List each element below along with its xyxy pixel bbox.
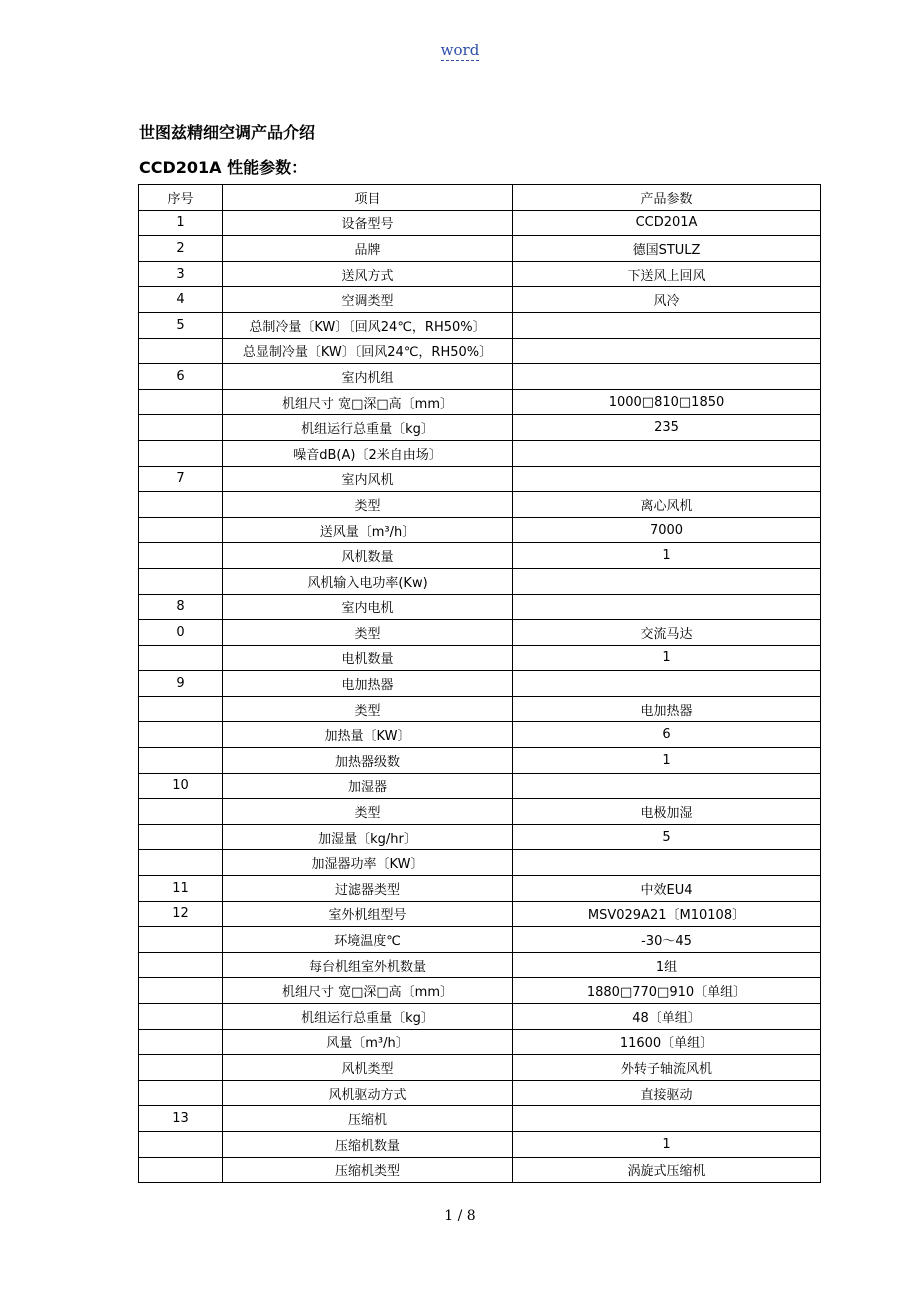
cell-index: 2 [139,236,223,262]
cell-index: 4 [139,287,223,313]
cell-index: 13 [139,1106,223,1132]
cell-item: 风机驱动方式 [223,1080,513,1106]
cell-index [139,1080,223,1106]
cell-index: 8 [139,594,223,620]
table-row [139,978,821,1004]
cell-value: MSV029A21〔M10108〕 [513,901,821,927]
table-row [139,338,821,364]
cell-index: 12 [139,901,223,927]
table-row [139,466,821,492]
cell-item: 送风方式 [223,261,513,287]
table-row [139,364,821,390]
table-row [139,594,821,620]
cell-value [513,466,821,492]
table-row [139,210,821,236]
spec-table [138,184,821,1183]
cell-value: CCD201A [513,210,821,236]
cell-value [513,440,821,466]
cell-index [139,748,223,774]
cell-item: 风量〔m³/h〕 [223,1029,513,1055]
cell-value [513,773,821,799]
cell-item: 类型 [223,492,513,518]
table-row [139,1106,821,1132]
cell-index [139,927,223,953]
cell-index [139,1004,223,1030]
table-row [139,1029,821,1055]
cell-value: 48〔单组〕 [513,1004,821,1030]
header-link-text[interactable]: word [440,41,480,59]
table-row [139,696,821,722]
cell-index [139,1029,223,1055]
table-row [139,415,821,441]
cell-value: 1 [513,543,821,569]
cell-value: 交流马达 [513,620,821,646]
cell-item: 设备型号 [223,210,513,236]
cell-value: 德国STULZ [513,236,821,262]
table-row [139,440,821,466]
cell-index [139,799,223,825]
cell-index [139,440,223,466]
cell-index: 0 [139,620,223,646]
table-row [139,1131,821,1157]
cell-index [139,978,223,1004]
table-row [139,876,821,902]
cell-value [513,1106,821,1132]
table-row [139,773,821,799]
document-subtitle: CCD201A 性能参数： [139,158,308,177]
cell-index: 6 [139,364,223,390]
cell-item: 类型 [223,696,513,722]
cell-item: 机组运行总重量〔kg〕 [223,1004,513,1030]
cell-value [513,594,821,620]
table-row [139,824,821,850]
cell-index [139,824,223,850]
cell-value: -30～45 [513,927,821,953]
header-cell-index: 序号 [139,185,223,211]
cell-index [139,722,223,748]
cell-value [513,312,821,338]
header-word-link[interactable] [0,41,920,59]
cell-item: 送风量〔m³/h〕 [223,517,513,543]
table-row [139,543,821,569]
cell-item: 总显制冷量〔KW〕〔回风24℃，RH50%〕 [223,338,513,364]
cell-index [139,517,223,543]
cell-value: 下送风上回风 [513,261,821,287]
table-row [139,1055,821,1081]
cell-item: 总制冷量〔KW〕〔回风24℃，RH50%〕 [223,312,513,338]
cell-index [139,543,223,569]
cell-value: 1 [513,748,821,774]
cell-item: 压缩机类型 [223,1157,513,1183]
cell-item: 室外机组型号 [223,901,513,927]
table-row [139,645,821,671]
cell-item: 风机数量 [223,543,513,569]
cell-item: 噪音dB(A)〔2米自由场〕 [223,440,513,466]
table-row [139,671,821,697]
document-title: 世图兹精细空调产品介绍 [139,123,316,142]
header-cell-item: 项目 [223,185,513,211]
table-row [139,261,821,287]
cell-index [139,696,223,722]
table-header-row [139,185,821,211]
cell-value [513,850,821,876]
cell-value: 中效EU4 [513,876,821,902]
cell-item: 机组尺寸 宽□深□高〔mm〕 [223,978,513,1004]
cell-value [513,338,821,364]
cell-value [513,568,821,594]
cell-value: 电加热器 [513,696,821,722]
cell-index [139,415,223,441]
table-row [139,236,821,262]
table-row [139,952,821,978]
cell-item: 压缩机数量 [223,1131,513,1157]
cell-index [139,1055,223,1081]
cell-index: 11 [139,876,223,902]
cell-item: 室内电机 [223,594,513,620]
cell-value [513,671,821,697]
cell-item: 品牌 [223,236,513,262]
table-row [139,722,821,748]
cell-item: 类型 [223,799,513,825]
cell-item: 加热量〔KW〕 [223,722,513,748]
table-row [139,312,821,338]
cell-value: 离心风机 [513,492,821,518]
table-row [139,1004,821,1030]
table-row [139,1157,821,1183]
cell-index [139,850,223,876]
table-row [139,517,821,543]
table-row [139,799,821,825]
table-row [139,748,821,774]
cell-item: 空调类型 [223,287,513,313]
cell-value: 电极加湿 [513,799,821,825]
cell-index: 1 [139,210,223,236]
cell-index [139,645,223,671]
cell-value: 235 [513,415,821,441]
cell-item: 过滤器类型 [223,876,513,902]
cell-item: 机组运行总重量〔kg〕 [223,415,513,441]
cell-value: 7000 [513,517,821,543]
spec-table-body [139,185,821,1183]
cell-item: 室内风机 [223,466,513,492]
cell-value: 6 [513,722,821,748]
cell-item: 电加热器 [223,671,513,697]
table-row [139,850,821,876]
cell-index: 3 [139,261,223,287]
cell-value: 11600〔单组〕 [513,1029,821,1055]
cell-index: 7 [139,466,223,492]
cell-index [139,338,223,364]
table-row [139,492,821,518]
cell-index: 10 [139,773,223,799]
cell-index [139,1157,223,1183]
cell-value: 直接驱动 [513,1080,821,1106]
page-number: 1 / 8 [444,1208,476,1224]
cell-index: 5 [139,312,223,338]
cell-index [139,1131,223,1157]
cell-item: 类型 [223,620,513,646]
cell-value: 5 [513,824,821,850]
cell-value: 1组 [513,952,821,978]
cell-value: 1880□770□910〔单组〕 [513,978,821,1004]
cell-index [139,389,223,415]
cell-item: 风机输入电功率(Kw) [223,568,513,594]
cell-item: 压缩机 [223,1106,513,1132]
cell-value: 1 [513,645,821,671]
cell-value: 1 [513,1131,821,1157]
cell-index [139,568,223,594]
cell-index: 9 [139,671,223,697]
cell-item: 加湿量〔kg/hr〕 [223,824,513,850]
cell-item: 每台机组室外机数量 [223,952,513,978]
table-row [139,389,821,415]
table-row [139,568,821,594]
table-row [139,287,821,313]
cell-item: 加湿器功率〔KW〕 [223,850,513,876]
cell-item: 机组尺寸 宽□深□高〔mm〕 [223,389,513,415]
cell-index [139,492,223,518]
table-row [139,901,821,927]
cell-item: 环境温度℃ [223,927,513,953]
cell-value: 1000□810□1850 [513,389,821,415]
header-cell-value: 产品参数 [513,185,821,211]
cell-item: 加热器级数 [223,748,513,774]
cell-item: 室内机组 [223,364,513,390]
cell-value: 涡旋式压缩机 [513,1157,821,1183]
cell-value: 外转子轴流风机 [513,1055,821,1081]
cell-item: 加湿器 [223,773,513,799]
cell-item: 风机类型 [223,1055,513,1081]
cell-value [513,364,821,390]
table-row [139,620,821,646]
cell-index [139,952,223,978]
cell-value: 风冷 [513,287,821,313]
table-row [139,927,821,953]
table-row [139,1080,821,1106]
cell-item: 电机数量 [223,645,513,671]
